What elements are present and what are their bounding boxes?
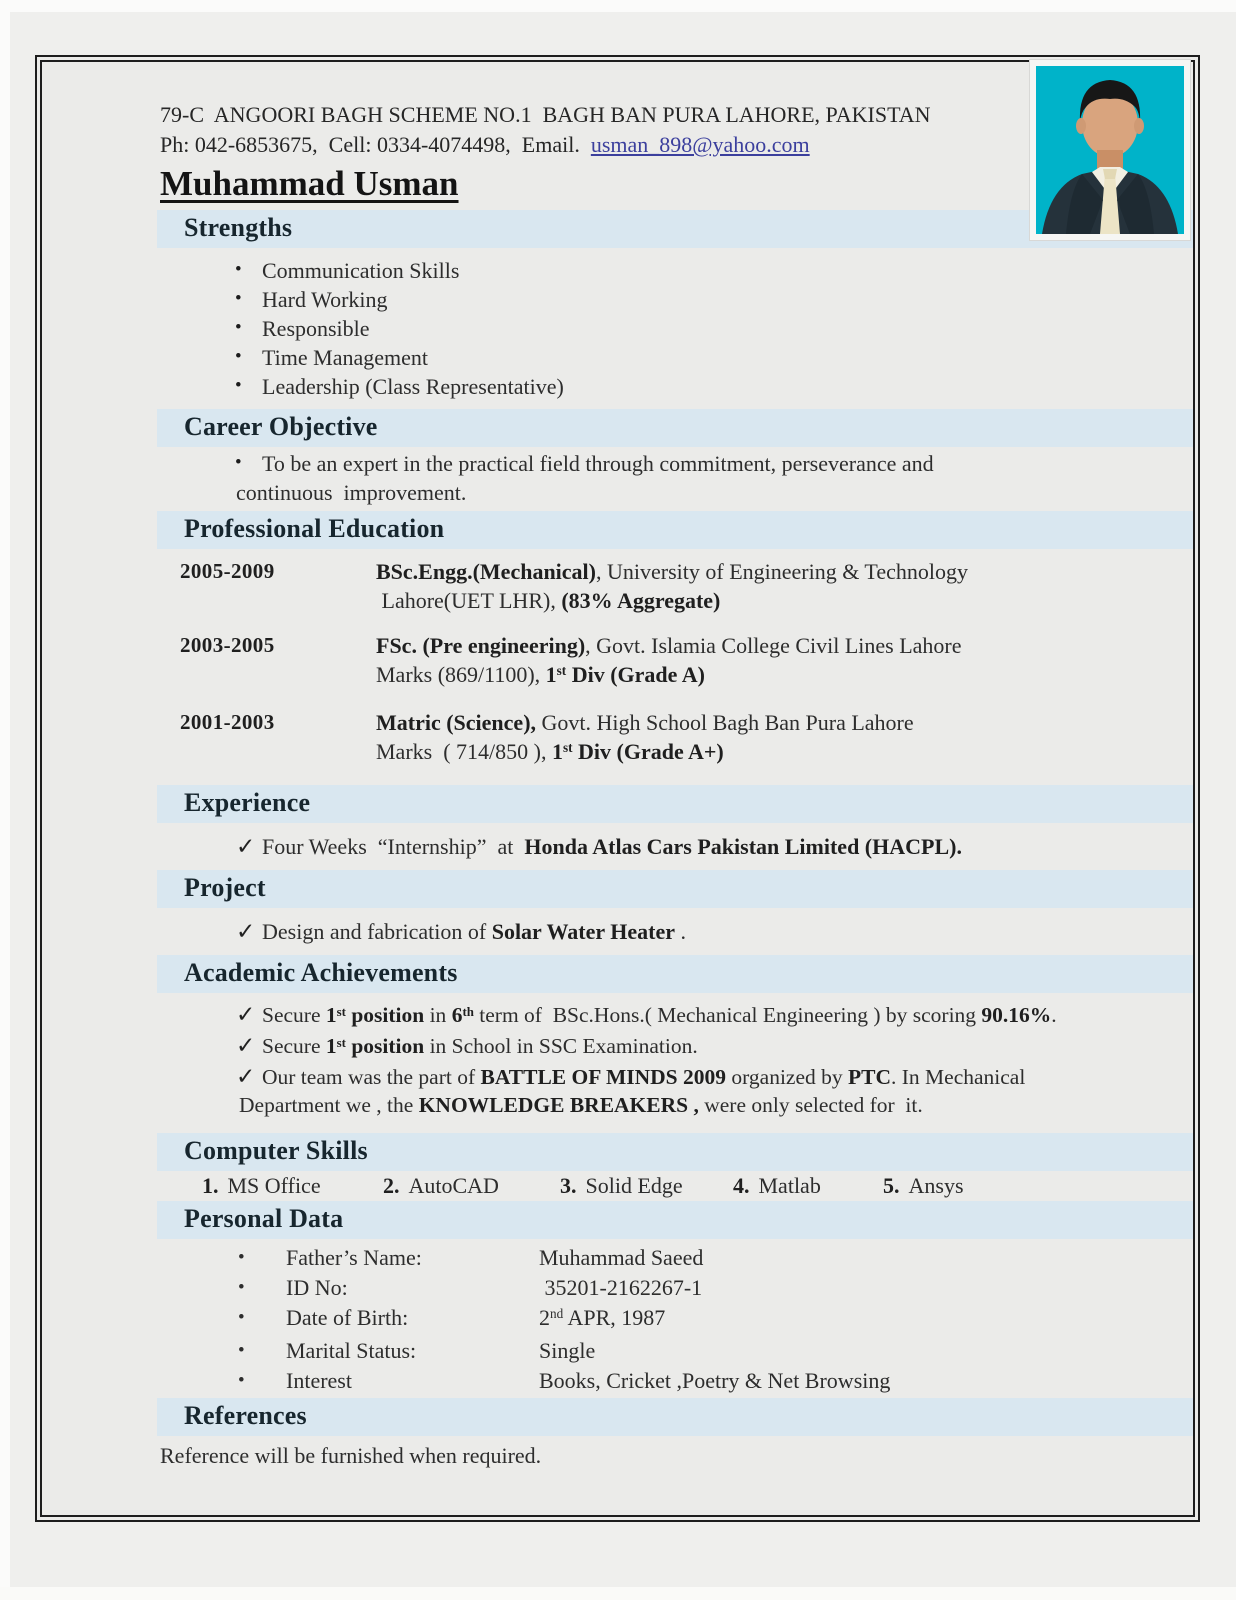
text-segment: Div (Grade A) bbox=[566, 662, 705, 687]
text-segment: 1 bbox=[325, 1003, 337, 1027]
text-segment: in bbox=[424, 1003, 452, 1027]
text-segment: 2 bbox=[539, 1305, 550, 1330]
text-segment: Ph: 042-6853675, Cell: 0334-4074498, Email. bbox=[160, 132, 591, 157]
skill-item bbox=[883, 1171, 964, 1200]
page-edge-top bbox=[0, 0, 1236, 12]
section-header-strengths: Strengths bbox=[157, 210, 1193, 248]
text-segment: in School in SSC Examination. bbox=[424, 1034, 698, 1058]
education-rows bbox=[42, 557, 1193, 769]
text-segment: 1 bbox=[551, 739, 563, 764]
skill-number: 3. bbox=[560, 1173, 577, 1198]
text-segment: Books, Cricket ,Poetry & Net Browsing bbox=[539, 1368, 891, 1393]
education-row bbox=[42, 557, 1193, 615]
education-line-2 bbox=[376, 586, 1193, 615]
text-segment: Secure bbox=[262, 1003, 326, 1027]
text-segment: 1 bbox=[545, 662, 557, 687]
achievement-item bbox=[42, 1063, 1193, 1091]
personal-data-row bbox=[42, 1243, 1193, 1273]
resume-content bbox=[42, 62, 1193, 1470]
personal-data-row bbox=[42, 1336, 1193, 1366]
personal-data-row bbox=[42, 1366, 1193, 1396]
skill-label: Ansys bbox=[908, 1173, 964, 1198]
references-text: Reference will be furnished when required. bbox=[160, 1443, 542, 1468]
text-segment: KNOWLEDGE BREAKERS , bbox=[418, 1093, 699, 1117]
section-header-computer-skills: Computer Skills bbox=[157, 1133, 1193, 1171]
personal-data-value bbox=[539, 1303, 1193, 1336]
check-item-text bbox=[262, 919, 686, 944]
education-line-1 bbox=[376, 708, 1193, 737]
bullet-icon: • bbox=[235, 259, 242, 280]
list-item-text: Hard Working bbox=[262, 287, 388, 312]
personal-data-value bbox=[539, 1273, 1193, 1303]
section-header-experience: Experience bbox=[157, 785, 1193, 823]
text-segment: nd bbox=[550, 1306, 564, 1322]
skill-number: 2. bbox=[383, 1173, 400, 1198]
text-segment: . bbox=[1051, 1003, 1057, 1027]
skill-number: 4. bbox=[733, 1173, 750, 1198]
text-segment: , Govt. Islamia College Civil Lines Lahore bbox=[585, 633, 962, 658]
text-segment: APR, 1987 bbox=[563, 1305, 666, 1330]
text-segment: Lahore(UET LHR), bbox=[376, 588, 562, 613]
personal-data-value bbox=[539, 1366, 1193, 1396]
education-details bbox=[376, 631, 1193, 692]
profile-photo bbox=[1030, 60, 1190, 240]
education-years: 2001-2003 bbox=[180, 710, 275, 734]
project-body bbox=[42, 916, 1193, 947]
skill-item bbox=[733, 1171, 883, 1200]
skill-item bbox=[560, 1171, 733, 1200]
skill-item bbox=[383, 1171, 560, 1200]
text-segment: position bbox=[345, 1003, 425, 1027]
text-segment: Department we , the bbox=[239, 1093, 419, 1117]
education-details bbox=[376, 708, 1193, 769]
text-segment: Single bbox=[539, 1338, 596, 1363]
personal-data-row bbox=[42, 1273, 1193, 1303]
skill-label: Solid Edge bbox=[585, 1173, 683, 1198]
address-line: 79-C ANGOORI BAGH SCHEME NO.1 BAGH BAN PURA LAHORE, PAKISTAN bbox=[160, 102, 931, 127]
text-segment: FSc. (Pre engineering) bbox=[376, 633, 586, 658]
profile-photo-illustration bbox=[1036, 66, 1184, 234]
personal-data-value bbox=[539, 1336, 1193, 1366]
text-segment: . bbox=[675, 919, 686, 944]
list-item-text: Leadership (Class Representative) bbox=[262, 374, 564, 399]
text-segment: term of BSc.Hons.( Mechanical Engineering ) by scoring bbox=[473, 1003, 982, 1027]
skill-label: Matlab bbox=[758, 1173, 821, 1198]
text-segment: Our team was the part of bbox=[262, 1065, 481, 1089]
career-objective-body bbox=[42, 449, 1193, 507]
personal-data-rows bbox=[42, 1243, 1193, 1396]
achievement-item bbox=[42, 1032, 1193, 1063]
education-years: 2003-2005 bbox=[180, 633, 275, 657]
education-line-2 bbox=[376, 660, 1193, 692]
achievement-text bbox=[262, 1065, 1025, 1089]
skill-number: 1. bbox=[202, 1173, 219, 1198]
section-header-project: Project bbox=[157, 870, 1193, 908]
bullet-icon: • bbox=[238, 1247, 245, 1268]
text-segment: Marks (869/1100), bbox=[376, 662, 546, 687]
bullet-icon: • bbox=[235, 346, 242, 367]
list-item bbox=[42, 314, 1193, 343]
skill-label: MS Office bbox=[227, 1173, 321, 1198]
text-segment: Marks ( 714/850 ), bbox=[376, 739, 552, 764]
text-segment: 1 bbox=[325, 1034, 337, 1058]
achievement-text-wrap bbox=[239, 1091, 1193, 1119]
check-list-item bbox=[42, 916, 1193, 947]
text-segment: PTC bbox=[848, 1065, 892, 1089]
section-header-career-objective: Career Objective bbox=[157, 409, 1193, 447]
text-segment: BATTLE OF MINDS 2009 bbox=[480, 1065, 727, 1089]
text-segment: th bbox=[462, 1004, 474, 1019]
achievements-body bbox=[42, 1001, 1193, 1119]
text-segment: 6 bbox=[451, 1003, 463, 1027]
text-segment: st bbox=[336, 1004, 346, 1019]
text-segment: (83% Aggregate) bbox=[561, 588, 721, 613]
skill-number: 5. bbox=[883, 1173, 900, 1198]
education-row bbox=[42, 631, 1193, 692]
check-icon: ✓ bbox=[236, 1002, 256, 1027]
email-link[interactable]: usman_898@yahoo.com bbox=[590, 132, 810, 157]
text-segment: BSc.Engg.(Mechanical) bbox=[376, 559, 596, 584]
bullet-icon: • bbox=[238, 1340, 245, 1361]
personal-data-row bbox=[42, 1303, 1193, 1336]
section-header-personal-data: Personal Data bbox=[157, 1201, 1193, 1239]
personal-data-label: Father’s Name: bbox=[286, 1245, 422, 1270]
text-segment: position bbox=[345, 1034, 425, 1058]
check-list-item bbox=[42, 831, 1193, 862]
education-line-1 bbox=[376, 631, 1193, 660]
text-segment: st bbox=[336, 1035, 346, 1050]
section-header-academic-achievements: Academic Achievements bbox=[157, 955, 1193, 993]
objective-text: To be an expert in the practical field through commitment, perseverance and bbox=[262, 451, 934, 476]
text-segment: Design and fabrication of bbox=[262, 919, 492, 944]
text-segment: organized by bbox=[726, 1065, 849, 1089]
list-item bbox=[42, 256, 1193, 285]
personal-data-label: Interest bbox=[286, 1368, 352, 1393]
bullet-icon: • bbox=[235, 375, 242, 396]
check-icon: ✓ bbox=[236, 919, 256, 944]
text-segment: Govt. High School Bagh Ban Pura Lahore bbox=[536, 710, 914, 735]
text-segment: st bbox=[556, 663, 567, 679]
personal-data-label: Marital Status: bbox=[286, 1338, 417, 1363]
page-frame bbox=[35, 55, 1200, 1522]
objective-text: continuous improvement. bbox=[236, 480, 467, 505]
personal-data-label: ID No: bbox=[286, 1275, 348, 1300]
bullet-icon: • bbox=[238, 1370, 245, 1391]
personal-data-label: Date of Birth: bbox=[286, 1305, 409, 1330]
text-segment: 35201-2162267-1 bbox=[539, 1275, 703, 1300]
text-segment: Muhammad Saeed bbox=[539, 1245, 704, 1270]
text-segment: Div (Grade A+) bbox=[572, 739, 724, 764]
skill-item bbox=[202, 1171, 383, 1200]
person-name-text: Muhammad Usman bbox=[160, 164, 459, 203]
text-segment: were only selected for it. bbox=[698, 1093, 923, 1117]
experience-body bbox=[42, 831, 1193, 862]
list-item-text: Time Management bbox=[262, 345, 428, 370]
objective-line bbox=[42, 449, 1193, 478]
text-segment: Four Weeks “Internship” at bbox=[262, 834, 525, 859]
check-icon: ✓ bbox=[236, 1033, 256, 1058]
bullet-icon: • bbox=[235, 317, 242, 338]
check-item-text bbox=[262, 834, 962, 859]
computer-skills-row bbox=[202, 1171, 1193, 1200]
education-years: 2005-2009 bbox=[180, 559, 275, 583]
list-item-text: Responsible bbox=[262, 316, 370, 341]
section-header-professional-education: Professional Education bbox=[157, 511, 1193, 549]
education-details bbox=[376, 557, 1193, 615]
education-row bbox=[42, 708, 1193, 769]
personal-data-value bbox=[539, 1243, 1193, 1273]
bullet-icon: • bbox=[235, 452, 242, 473]
text-segment: st bbox=[562, 740, 573, 756]
text-segment: Secure bbox=[262, 1034, 326, 1058]
text-segment: Matric (Science), bbox=[376, 710, 537, 735]
text-segment: 90.16% bbox=[981, 1003, 1052, 1027]
list-item bbox=[42, 343, 1193, 372]
list-item bbox=[42, 285, 1193, 314]
text-segment: , University of Engineering & Technology bbox=[596, 559, 968, 584]
bullet-icon: • bbox=[235, 288, 242, 309]
check-icon: ✓ bbox=[236, 834, 256, 859]
strengths-list bbox=[42, 256, 1193, 401]
page-edge-bottom bbox=[0, 1587, 1236, 1600]
bullet-icon: • bbox=[238, 1307, 245, 1328]
text-segment: Honda Atlas Cars Pakistan Limited (HACPL). bbox=[524, 834, 962, 859]
check-icon: ✓ bbox=[236, 1064, 256, 1089]
bullet-icon: • bbox=[238, 1277, 245, 1298]
skill-label: AutoCAD bbox=[408, 1173, 499, 1198]
section-header-references: References bbox=[157, 1398, 1193, 1436]
page-edge-left bbox=[0, 0, 10, 1600]
list-item bbox=[42, 372, 1193, 401]
list-item-text: Communication Skills bbox=[262, 258, 460, 283]
achievement-text bbox=[262, 1003, 1057, 1027]
text-segment: Solar Water Heater bbox=[491, 919, 675, 944]
achievement-text bbox=[262, 1034, 698, 1058]
education-line-2 bbox=[376, 737, 1193, 769]
text-segment: . In Mechanical bbox=[891, 1065, 1026, 1089]
achievement-item bbox=[42, 1001, 1193, 1032]
education-line-1 bbox=[376, 557, 1193, 586]
